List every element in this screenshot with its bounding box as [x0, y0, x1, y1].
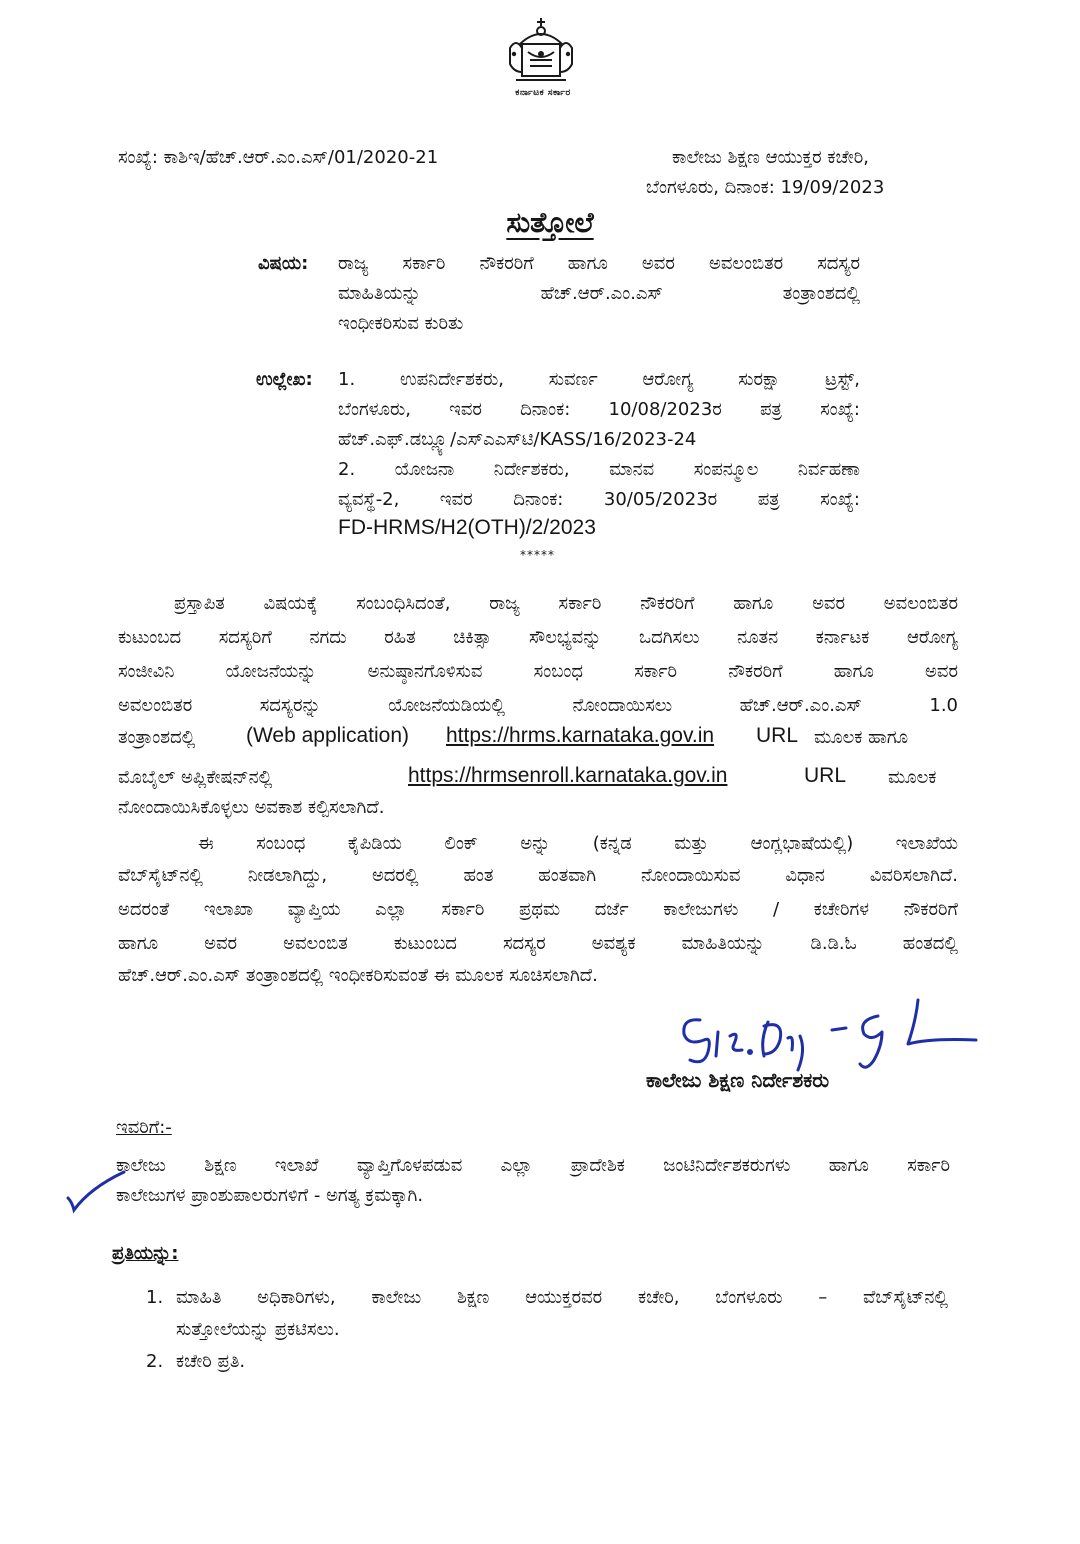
- reference-line: 1. ಉಪನಿರ್ದೇಶಕರು, ಸುವರ್ಣ ಆರೋಗ್ಯ ಸುರಕ್ಷಾ ಟ್ರಸ್ಟ್,: [338, 369, 860, 390]
- reference-line: ಬೆಂಗಳೂರು, ಇವರ ದಿನಾಂಕ: 10/08/2023ರ ಪತ್ರ ಸಂಖ್ಯೆ:: [338, 399, 860, 420]
- reference-line: ವ್ಯವಸ್ಥೆ-2, ಇವರ ದಿನಾಂಕ: 30/05/2023ರ ಪತ್ರ ಸಂಖ್ಯೆ:: [338, 489, 860, 510]
- handwritten-tick-mark: [60, 1168, 130, 1218]
- subject-line: ಇಂಧೀಕರಿಸುವ ಕುರಿತು: [338, 313, 464, 334]
- body-line-suffix: ಮೂಲಕ: [888, 767, 937, 788]
- subject-line: ಮಾಹಿತಿಯನ್ನು ಹೆಚ್.ಆರ್.ಎಂ.ಎಸ್ ತಂತ್ರಾಂಶದಲ್ಲಿ: [338, 283, 860, 304]
- body-line-prefix: ಮೊಬೈಲ್ ಅಪ್ಲಿಕೇಷನ್‌ನಲ್ಲಿ: [118, 767, 273, 788]
- reference-line: 2. ಯೋಜನಾ ನಿರ್ದೇಶಕರು, ಮಾನವ ಸಂಪನ್ಮೂಲ ನಿರ್ವಹಣಾ: [338, 459, 860, 480]
- body-line: ಪ್ರಸ್ತಾಪಿತ ವಿಷಯಕ್ಕೆ ಸಂಬಂಧಿಸಿದಂತೆ, ರಾಜ್ಯ ಸರ್ಕಾರಿ ನೌಕರರಿಗೆ ಹಾಗೂ ಅವರ ಅವಲಂಬಿತರ: [174, 593, 958, 614]
- body-line: ಸಂಜೀವಿನಿ ಯೋಜನೆಯನ್ನು ಅನುಷ್ಠಾನಗೊಳಿಸುವ ಸಂಬಂಧ ಸರ್ಕಾರಿ ನೌಕರರಿಗೆ ಹಾಗೂ ಅವರ: [118, 661, 958, 682]
- place-and-date: ಬೆಂಗಳೂರು, ದಿನಾಂಕ: 19/09/2023: [646, 177, 885, 198]
- subject-line: ರಾಜ್ಯ ಸರ್ಕಾರಿ ನೌಕರರಿಗೆ ಹಾಗೂ ಅವರ ಅವಲಂಬಿತರ ಸದಸ್ಯರ: [338, 253, 860, 274]
- office-name: ಕಾಲೇಜು ಶಿಕ್ಷಣ ಆಯುಕ್ತರ ಕಚೇರಿ,: [672, 147, 869, 168]
- reference-label: ಉಲ್ಲೇಖ:: [256, 369, 313, 390]
- karnataka-emblem-icon: [500, 14, 582, 86]
- hrmsenroll-url-link[interactable]: https://hrmsenroll.karnataka.gov.in: [408, 764, 728, 787]
- body-line-prefix: ತಂತ್ರಾಂಶದಲ್ಲಿ: [118, 727, 196, 748]
- recipient-line: ಕಾಲೇಜು ಶಿಕ್ಷಣ ಇಲಾಖೆ ವ್ಯಾಪ್ತಿಗೊಳಪಡುವ ಎಲ್ಲಾ ಪ್ರಾದೇಶಿಕ ಜಂಟಿನಿರ್ದೇಶಕರುಗಳು ಹಾಗೂ ಸರ್ಕಾರಿ: [116, 1155, 950, 1176]
- body-line: ವೆಬ್‌ಸೈಟ್‌ನಲ್ಲಿ ನೀಡಲಾಗಿದ್ದು, ಅದರಲ್ಲಿ ಹಂತ ಹಂತವಾಗಿ ನೋಂದಾಯಿಸುವ ವಿಧಾನ ವಿವರಿಸಲಾಗಿದೆ.: [118, 865, 958, 886]
- body-line: ಈ ಸಂಬಂಧ ಕೈಪಿಡಿಯ ಲಿಂಕ್ ಅನ್ನು (ಕನ್ನಡ ಮತ್ತು ಆಂಗ್ಲಭಾಷೆಯಲ್ಲಿ) ಇಲಾಖೆಯ: [198, 833, 958, 854]
- circular-title: ಸುತ್ತೋಲೆ: [506, 206, 594, 239]
- signatory-designation: ಕಾಲೇಜು ಶಿಕ್ಷಣ ನಿರ್ದೇಶಕರು: [646, 1068, 830, 1092]
- hrms-url-link[interactable]: https://hrms.karnataka.gov.in: [446, 724, 715, 747]
- subject-label: ವಿಷಯ:: [258, 253, 309, 274]
- copies-label: ಪ್ರತಿಯನ್ನು:: [112, 1243, 179, 1264]
- recipients-label: ಇವರಿಗೆ:-: [116, 1117, 172, 1138]
- copy-item-line: ಸುತ್ತೋಲೆಯನ್ನು ಪ್ರಕಟಿಸಲು.: [176, 1319, 340, 1340]
- url-label: URL: [756, 724, 799, 747]
- body-line: ಕುಟುಂಬದ ಸದಸ್ಯರಿಗೆ ನಗದು ರಹಿತ ಚಿಕಿತ್ಸಾ ಸೌಲಭ್ಯವನ್ನು ಒದಗಿಸಲು ನೂತನ ಕರ್ನಾಟಕ ಆರೋಗ್ಯ: [118, 627, 958, 648]
- body-line: ನೋಂದಾಯಿಸಿಕೊಳ್ಳಲು ಅವಕಾಶ ಕಲ್ಪಿಸಲಾಗಿದೆ.: [118, 797, 385, 818]
- reference-line: FD-HRMS/H2(OTH)/2/2023: [338, 516, 596, 539]
- web-application-label: (Web application): [246, 724, 410, 747]
- body-line: ಹಾಗೂ ಅವರ ಅವಲಂಬಿತ ಕುಟುಂಬದ ಸದಸ್ಯರ ಅವಶ್ಯಕ ಮಾಹಿತಿಯನ್ನು ಡಿ.ಡಿ.ಓ ಹಂತದಲ್ಲಿ: [118, 933, 958, 954]
- emblem-caption: ಕರ್ನಾಟಕ ಸರ್ಕಾರ: [515, 88, 571, 98]
- copy-item-line: ಮಾಹಿತಿ ಅಧಿಕಾರಿಗಳು, ಕಾಲೇಜು ಶಿಕ್ಷಣ ಆಯುಕ್ತರವರ ಕಚೇರಿ, ಬೆಂಗಳೂರು – ವೆಬ್‌ಸೈಟ್‌ನಲ್ಲಿ: [176, 1287, 948, 1308]
- body-line: ಅವಲಂಬಿತರ ಸದಸ್ಯರನ್ನು ಯೋಜನೆಯಡಿಯಲ್ಲಿ ನೋಂದಾಯಿಸಲು ಹೆಚ್.ಆರ್.ಎಂ.ಎಸ್ 1.0: [118, 695, 958, 716]
- copy-item-number: 1.: [146, 1287, 164, 1308]
- recipient-line: ಕಾಲೇಜುಗಳ ಪ್ರಾಂಶುಪಾಲರುಗಳಿಗೆ - ಅಗತ್ಯ ಕ್ರಮಕ್ಕಾಗಿ.: [116, 1185, 424, 1206]
- reference-line: ಹೆಚ್.ಎಫ್.ಡಬ್ಲ್ಯೂ/ಎಸ್ಎಎಸ್‌ಟಿ/KASS/16/2023-24: [338, 429, 697, 450]
- copy-item-line: ಕಚೇರಿ ಪ್ರತಿ.: [176, 1351, 246, 1372]
- body-line: ಹೆಚ್.ಆರ್.ಎಂ.ಎಸ್ ತಂತ್ರಾಂಶದಲ್ಲಿ ಇಂಧೀಕರಿಸುವಂತೆ ಈ ಮೂಲಕ ಸೂಚಿಸಲಾಗಿದೆ.: [118, 965, 598, 986]
- reference-number: ಸಂಖ್ಯೆ: ಕಾಶಿಇ/ಹೆಚ್.ಆರ್.ಎಂ.ಎಸ್/01/2020-21: [118, 147, 439, 168]
- copy-item-number: 2.: [146, 1351, 164, 1372]
- body-line: ಅದರಂತೆ ಇಲಾಖಾ ವ್ಯಾಪ್ತಿಯ ಎಲ್ಲಾ ಸರ್ಕಾರಿ ಪ್ರಥಮ ದರ್ಜೆ ಕಾಲೇಜುಗಳು / ಕಚೇರಿಗಳ ನೌಕರರಿಗೆ: [118, 899, 958, 920]
- separator: *****: [520, 548, 555, 562]
- url-label: URL: [804, 764, 847, 787]
- body-line-suffix: ಮೂಲಕ ಹಾಗೂ: [814, 727, 909, 748]
